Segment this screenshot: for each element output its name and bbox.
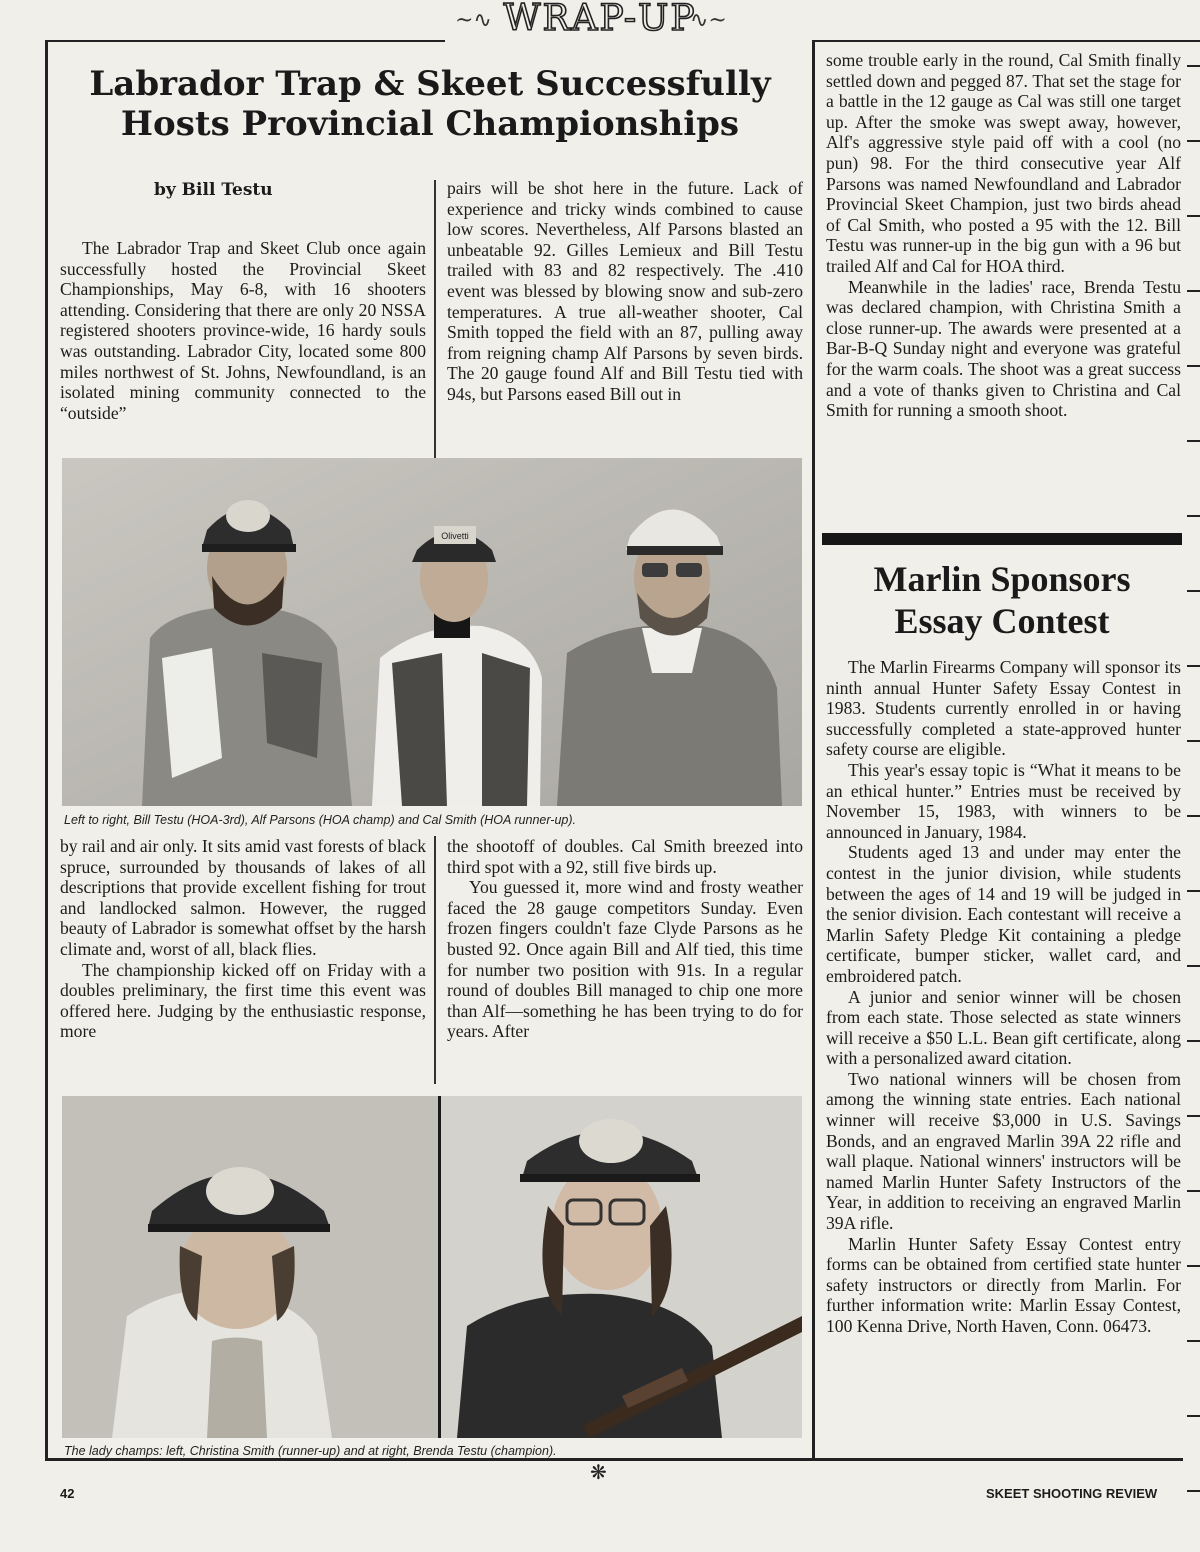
edge-tick (1187, 1265, 1200, 1267)
article-column-2 (447, 178, 803, 405)
page-number: 42 (60, 1486, 75, 1501)
footer-ornament-icon: ❋ (590, 1460, 607, 1484)
paragraph: This year's essay topic is “What it means to be an ethical hunter.” Entries must be received by November 15, 1983, with winners to be announced in January, 1984. (826, 759, 1181, 842)
paragraph: A junior and senior winner will be chosen from each state. Those selected as state winners will receive a $50 L.L. Bean gift certificate, along with a personalized award citation. (826, 986, 1181, 1069)
paragraph: by rail and air only. It sits amid vast forests of black spruce, surrounded by thousands of lakes of all descriptions that provide excellent fishing for trout and landlocked salmon. However, the rugged beauty of Labrador is somewhat offset by the harsh climate and, worst of all, black flies. (60, 836, 426, 959)
paragraph: the shootoff of doubles. Cal Smith breezed into third spot with a 92, still five birds up. (447, 836, 803, 877)
edge-tick (1187, 1490, 1200, 1492)
edge-tick (1187, 815, 1200, 817)
edge-tick (1187, 365, 1200, 367)
edge-tick (1187, 440, 1200, 442)
edge-tick (1187, 665, 1200, 667)
paragraph: The championship kicked off on Friday with a doubles preliminary, the first time this event was offered here. Judging by the enthusiastic response, more (60, 959, 426, 1042)
edge-tick (1187, 1190, 1200, 1192)
paragraph: The Labrador Trap and Skeet Club once again successfully hosted the Provincial Skeet Championships, May 6-8, with 16 shooters attending. Considering that there are only 20 NSSA registered shooters province-wide, 16 hardy souls was outstanding. Labrador City, located some 800 miles northwest of St. Johns, Newfoundland, is an isolated mining community connected to the “outside” (60, 238, 426, 423)
headline-line-1: Labrador Trap & Skeet Successfully (89, 64, 771, 104)
column-rule (434, 836, 436, 1084)
masthead-swirl-left-icon: ~∿ (455, 8, 492, 33)
paragraph: Two national winners will be chosen from among the winning state entries. Each national winner will receive $3,000 in U.S. Savings Bonds, and an engraved Marlin 39A 22 rifle and wall plaque. National winners' instructors will be named Marlin Hunter Safety Instructors of the Year, in addition to receiving an engraved Marlin 39A rifle. (826, 1068, 1181, 1234)
headline-line-1: Marlin Sponsors (873, 559, 1131, 599)
edge-tick (1187, 1415, 1200, 1417)
photo-caption-2: The lady champs: left, Christina Smith (runner-up) and at right, Brenda Testu (champion). (64, 1444, 557, 1458)
paragraph: Marlin Hunter Safety Essay Contest entry forms can be obtained from certified state hunter safety instructors or directly from Marlin. For further information write: Marlin Essay Contest, 100 Kenna Drive, North Haven, Conn. 06473. (826, 1233, 1181, 1336)
edge-tick (1187, 140, 1200, 142)
article-column-1b (60, 836, 426, 1042)
paragraph: some trouble early in the round, Cal Smith finally settled down and pegged 87. That set the stage for a battle in the 12 gauge as Cal was still one target up. After the smoke was swept away, however, Alf's aggressive style paid off with a cool (no pun) 98. For the third consecutive year Alf Parsons was named Newfoundland and Labrador Provincial Skeet Champion, just two birds ahead of Cal Smith, who posted a 95 with the 12. Bill Testu was runner-up in the big gun with a 96 but trailed Alf and Cal for HOA third. (826, 50, 1181, 276)
edge-tick (1187, 1115, 1200, 1117)
edge-tick (1187, 740, 1200, 742)
masthead-rule-left (45, 40, 445, 42)
article-headline (60, 64, 800, 144)
edge-tick (1187, 1040, 1200, 1042)
frame-bottom-border (45, 1458, 1183, 1461)
masthead-swirl-right-icon: ∿~ (690, 8, 727, 33)
publication-name: SKEET SHOOTING REVIEW (986, 1486, 1158, 1501)
paragraph: You guessed it, more wind and frosty weather faced the 28 gauge competitors Sunday. Even frozen fingers couldn't faze Clyde Parsons as he busted 92. Once again Bill and Alf tied, this time for number two position with 91s. In a regular round of doubles Bill managed to chip one more than Alf—something he has been trying to do for years. After (447, 877, 803, 1042)
masthead-rule-right (815, 40, 1200, 42)
photo-three-men (62, 458, 802, 806)
edge-tick (1187, 215, 1200, 217)
column-rule (434, 180, 436, 458)
photo-three-men-image (62, 458, 802, 806)
paragraph: Students aged 13 and under may enter the contest in the junior division, while students between the ages of 14 and 19 will be judged in the senior division. Each contestant will receive a Marlin Safety Pledge Kit containing a pledge certificate, bumper sticker, wallet card, and embroidered patch. (826, 842, 1181, 986)
edge-tick (1187, 290, 1200, 292)
headline-line-2: Essay Contest (894, 601, 1110, 642)
article-column-3 (826, 50, 1181, 421)
frame-center-border (812, 40, 815, 1460)
masthead-title: WRAP-UP (503, 0, 697, 39)
edge-tick (1187, 890, 1200, 892)
edge-tick (1187, 65, 1200, 67)
paragraph: The Marlin Firearms Company will sponsor its ninth annual Hunter Safety Essay Contest in 1983. Students currently enrolled in or having successfully completed a state-approved hunter safety course are eligible. (826, 657, 1181, 760)
frame-left-border (45, 40, 48, 1460)
edge-tick (1187, 590, 1200, 592)
article-2-headline (822, 558, 1182, 643)
article-column-2b (447, 836, 803, 1042)
paragraph: Meanwhile in the ladies' race, Brenda Testu was declared champion, with Christina Smith a close runner-up. The awards were presented at a Bar-B-Q Sunday night and everyone was grateful for the warm coals. The shoot was a great success and a vote of thanks given to Christina and Cal Smith for running a smooth shoot. (826, 276, 1181, 421)
photo-lady-champs-image (62, 1096, 802, 1438)
headline-line-2: Hosts Provincial Championships (120, 104, 740, 145)
byline: by Bill Testu (154, 180, 273, 200)
cap-logo-text: Olivetti (441, 531, 469, 541)
paragraph: pairs will be shot here in the future. Lack of experience and tricky winds combined to cause low scores. Nevertheless, Alf Parsons blasted an unbeatable 92. Gilles Lemieux and Bill Testu trailed with 83 and 82 respectively. The .410 event was blessed by blowing snow and sub-zero temperatures. A true all-weather shooter, Cal Smith topped the field with an 87, pulling away from reigning champ Alf Parsons by seven birds. The 20 gauge found Alf and Bill Testu tied with 94s, but Parsons eased Bill out in (447, 178, 803, 404)
edge-tick (1187, 965, 1200, 967)
photo-caption-1: Left to right, Bill Testu (HOA-3rd), Alf Parsons (HOA champ) and Cal Smith (HOA runner-up). (64, 813, 576, 827)
photo-lady-champs (62, 1096, 802, 1438)
section-divider-bar (822, 533, 1182, 545)
article-2-body (826, 657, 1181, 1337)
edge-tick (1187, 1340, 1200, 1342)
article-column-1 (60, 238, 426, 423)
edge-tick (1187, 515, 1200, 517)
